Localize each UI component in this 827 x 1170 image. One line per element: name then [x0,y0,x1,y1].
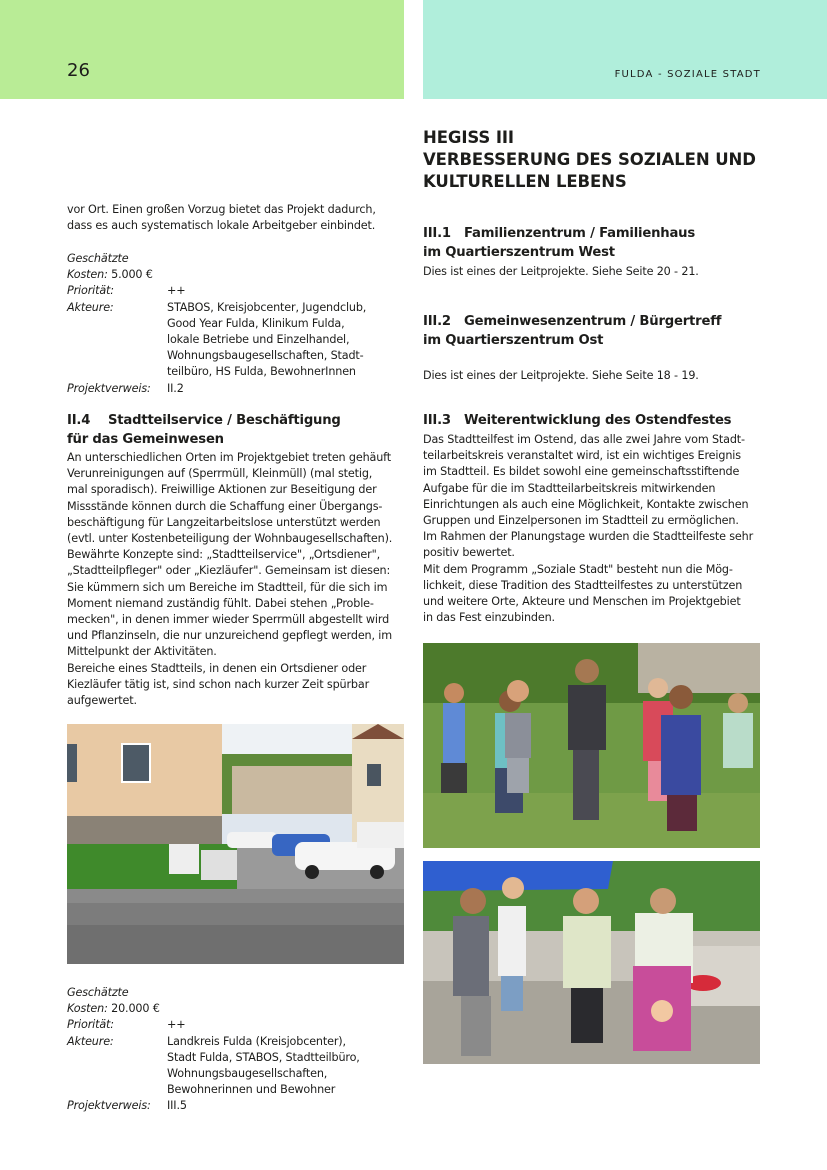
actor-line: Good Year Fulda, Klinikum Fulda, [167,316,345,330]
project-meta-top [67,251,405,397]
text-line: teilarbeitskreis veranstaltet wird, ist ein wichtiges Ereignis [423,449,741,463]
text-line: Gruppen und Einzelpersonen im Stadtteil zu ermöglichen. [423,514,739,528]
page-number: 26 [67,60,90,81]
actor-line: teilbüro, HS Fulda, BewohnerInnen [167,365,356,379]
actor-line: Bewohnerinnen und Bewohner [167,1083,336,1097]
actor-line: STABOS, Kreisjobcenter, Jugendclub, [167,300,367,314]
section-title: Gemeinwesenzentrum / Bürgertreff [464,314,722,329]
heading-line: VERBESSERUNG DES SOZIALEN UND [423,150,756,169]
text-line: Im Rahmen der Planungstage wurden die Stadtteilfeste sehr [423,530,754,544]
text-line: und Pflanzinseln, die nur unzureichend gepflegt werden, im [67,629,393,643]
cost-value: 20.000 € [111,1002,160,1016]
section-heading [423,411,763,430]
actor-line: Landkreis Fulda (Kreisjobcenter), [167,1034,346,1048]
actor-line: Stadt Fulda, STABOS, Stadtteilbüro, [167,1050,360,1064]
cost-label: Geschätzte Kosten: 20.000 € [67,986,160,1016]
text-line: Verunreinigungen auf (Sperrmüll, Kleinmüll) (mal stetig, [67,467,373,481]
text-line: dass es auch systematisch lokale Arbeitgeber einbindet. [67,219,376,233]
section-title-line2: im Quartierszentrum Ost [423,333,604,348]
text-line: mecken", in denen immer wieder Sperrmüll abgestellt wird [67,613,390,627]
text-line: Aufgabe für die im Stadtteilarbeitskreis mitwirkenden [423,481,716,495]
section-iii-2 [423,312,763,384]
festival-photo-children [423,643,760,848]
priority-label: Priorität: [67,1018,114,1032]
text-line: Bewährte Konzepte sind: „Stadtteilservice", „Ortsdiener", [67,548,380,562]
priority-row [67,283,405,299]
text-line: Sie kümmern sich um Bereiche im Stadtteil, für die sich im [67,580,388,594]
text-line: Mittelpunkt der Aktivitäten. [67,645,217,659]
text-line: aufgewertet. [67,694,137,708]
actors-row [67,300,405,381]
actor-line: Wohnungsbaugesellschaften, Stadt- [167,349,364,363]
section-number: III.3 [423,413,451,428]
actors-list [167,1034,405,1099]
section-title: Weiterentwicklung des Ostendfestes [464,413,732,428]
section-heading [423,224,763,243]
actor-line: Wohnungsbaugesellschaften, [167,1067,328,1081]
text-line: lichkeit, diese Tradition des Stadtteilfestes zu unterstützen [423,578,743,592]
section-iii-1 [423,224,763,280]
section-heading [423,312,763,331]
section-body: Dies ist eines der Leitprojekte. Siehe Seite 20 - 21. [423,265,699,278]
text-line: Moment niemand zuständig fühlt. Dabei stehen „Proble- [67,596,374,610]
section-number: II.4 [67,413,91,428]
text-line: Das Stadtteilfest im Ostend, das alle zwei Jahre vom Stadt- [423,433,745,446]
header-band-right [423,0,827,99]
actor-line: lokale Betriebe und Einzelhandel, [167,333,350,347]
heading-line: KULTURELLEN LEBENS [423,172,627,191]
text-line: mal sporadisch). Freiwillige Aktionen zur Beseitigung der [67,483,377,497]
text-line: in das Fest einzubinden. [423,611,555,625]
intro-paragraph [67,202,405,234]
street-photo [67,724,404,964]
section-ii-4 [67,411,405,709]
actors-row [67,1034,405,1099]
text-line: und weitere Orte, Akteure und Menschen im Projektgebiet [423,595,741,609]
section-title-line2: im Quartierszentrum West [423,245,615,260]
text-line: Kiezläufer tätig ist, sind schon nach kurzer Zeit spürbar [67,677,370,691]
text-line: „Stadtteilpfleger" oder „Kiezläufer". Gemeinsam ist diesen: [67,564,391,578]
text-line: An unterschiedlichen Orten im Projektgebiet treten gehäuft [67,451,391,464]
priority-label: Priorität: [67,284,114,298]
cost-value: 5.000 € [111,268,153,282]
text-line: Einrichtungen als auch eine Möglichkeit, Kontakte zwischen [423,497,749,511]
header-band-left [0,0,404,99]
text-line: Missstände können durch die Schaffung einer Übergangs- [67,499,383,513]
section-title-line2: für das Gemeinwesen [67,432,224,447]
reference-value: III.5 [167,1099,187,1113]
text-line: beschäftigung für Langzeitarbeitslose unterstützt werden [67,515,381,529]
project-meta-bottom [67,985,405,1115]
reference-label: Projektverweis: [67,381,151,395]
actors-list [167,300,405,381]
priority-value: ++ [167,1018,186,1032]
section-body [67,450,405,709]
heading-line: HEGISS III [423,128,514,147]
section-number: III.2 [423,314,451,329]
section-heading [67,411,405,430]
cost-row [67,251,405,283]
text-line: im Stadtteil. Es bildet sowohl eine gemeinschaftsstiftende [423,465,740,479]
actors-label: Akteure: [67,1034,114,1048]
festival-photo-adults [423,861,760,1064]
text-line: Bereiche eines Stadtteils, in denen ein Ortsdiener oder [67,661,367,675]
text-line: (evtl. unter Kostenbeteiligung der Wohnbaugesellschaften). [67,532,393,546]
priority-value: ++ [167,284,186,298]
reference-row [67,1098,405,1114]
running-title: FULDA - SOZIALE STADT [614,69,761,80]
actors-label: Akteure: [67,300,114,314]
reference-value: II.2 [167,381,184,395]
section-iii-3 [423,411,763,626]
section-body [423,432,763,626]
priority-row [67,1017,405,1033]
reference-row [67,381,405,397]
text-line: Mit dem Programm „Soziale Stadt" besteht nun die Mög- [423,562,733,576]
text-line: positiv bewertet. [423,546,515,560]
section-body: Dies ist eines der Leitprojekte. Siehe Seite 18 - 19. [423,369,699,382]
text-line: vor Ort. Einen großen Vorzug bietet das Projekt dadurch, [67,203,376,216]
cost-row [67,985,405,1017]
section-number: III.1 [423,226,451,241]
section-title: Stadtteilservice / Beschäftigung [108,413,341,428]
cost-label: Geschätzte Kosten: 5.000 € [67,252,153,282]
section-title: Familienzentrum / Familienhaus [464,226,696,241]
chapter-heading [423,127,763,193]
reference-label: Projektverweis: [67,1099,151,1113]
